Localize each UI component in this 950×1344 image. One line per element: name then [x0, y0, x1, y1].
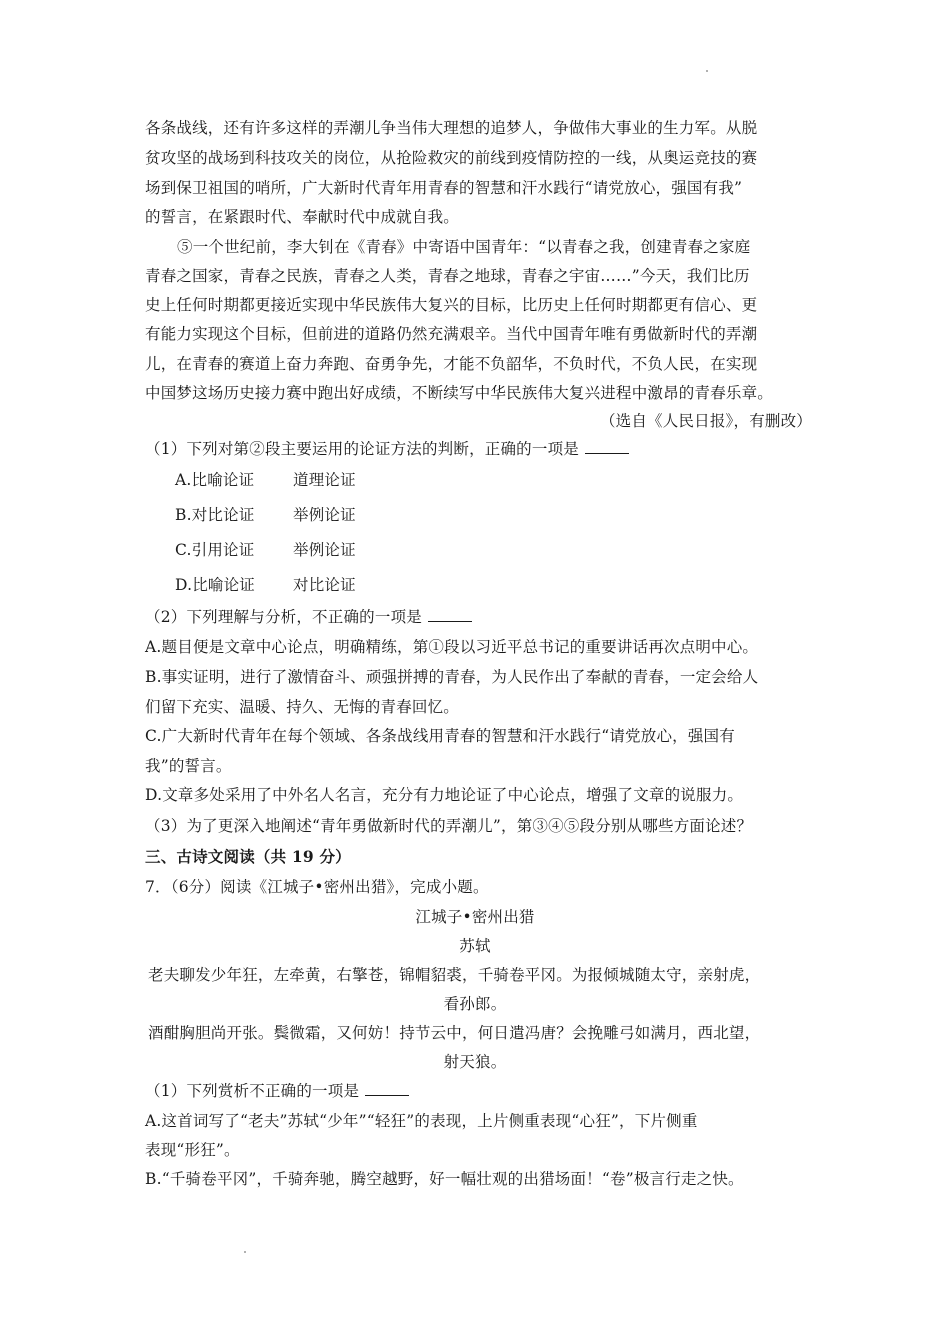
question-1-stem: （1）下列对第②段主要运用的论证方法的判断，正确的一项是: [145, 438, 815, 460]
question-1-option-a[interactable]: A.比喻论证 道理论证: [175, 471, 356, 489]
poem-line: 老夫聊发少年狂，左牵黄，右擎苍，锦帽貂裘，千骑卷平冈。为报倾城随太守，亲射虎，: [148, 966, 761, 984]
passage-line: 贫攻坚的战场到科技攻关的岗位，从抢险救灾的前线到疫情防控的一线，从奥运竞技的赛: [145, 149, 758, 167]
question-2-option-c-cont: 我”的誓言。: [145, 757, 232, 775]
question-7-1-option-a-cont: 表现“形狂”。: [145, 1141, 240, 1159]
question-2-option-c[interactable]: C.广大新时代青年在每个领域、各条战线用青春的智慧和汗水践行“请党放心，强国有: [145, 727, 735, 745]
question-2-option-b-cont: 们留下充实、温暖、持久、无悔的青春回忆。: [145, 698, 460, 716]
poem-line: 射天狼。: [443, 1053, 507, 1071]
question-7-stem: 7．（6分）阅读《江城子•密州出猎》，完成小题。: [145, 878, 489, 896]
passage-line: 场到保卫祖国的哨所，广大新时代青年用青春的智慧和汗水践行“请党放心，强国有我”: [145, 179, 743, 197]
answer-blank[interactable]: [585, 439, 629, 454]
answer-blank[interactable]: [428, 607, 472, 622]
passage-source: （选自《人民日报》，有删改）: [599, 412, 812, 430]
question-7-1-option-b[interactable]: B.“千骑卷平冈”，千骑奔驰，腾空越野，好一幅壮观的出猎场面！“卷”极言行走之快。: [145, 1170, 744, 1188]
question-2-option-d[interactable]: D.文章多处采用了中外名人名言，充分有力地论证了中心论点，增强了文章的说服力。: [145, 786, 744, 804]
question-1-option-b[interactable]: B.对比论证 举例论证: [175, 506, 356, 524]
question-3-stem: （3）为了更深入地阐述“青年勇做新时代的弄潮儿”，第③④⑤段分别从哪些方面论述？: [145, 817, 753, 835]
passage-line: 青春之国家，青春之民族，青春之人类，青春之地球，青春之宇宙……”今天，我们比历: [145, 267, 750, 285]
scan-mark: [244, 1251, 246, 1253]
poem-author: 苏轼: [459, 937, 491, 955]
question-7-1-stem: （1）下列赏析不正确的一项是: [145, 1080, 815, 1102]
question-2-stem: （2）下列理解与分析，不正确的一项是: [145, 606, 815, 628]
question-2-option-b[interactable]: B.事实证明，进行了激情奋斗、顽强拼搏的青春，为人民作出了奉献的青春，一定会给人: [145, 668, 759, 686]
question-7-1-option-a[interactable]: A.这首词写了“老夫”苏轼“少年”“轻狂”的表现，上片侧重表现“心狂”，下片侧重: [145, 1112, 698, 1130]
passage-line: 儿，在青春的赛道上奋力奔跑、奋勇争先，才能不负韶华，不负时代，不负人民，在实现: [145, 355, 758, 373]
question-1-option-d[interactable]: D.比喻论证 对比论证: [175, 576, 356, 594]
question-2-option-a[interactable]: A.题目便是文章中心论点，明确精练，第①段以习近平总书记的重要讲话再次点明中心。: [145, 638, 759, 656]
passage-line: 史上任何时期都更接近实现中华民族伟大复兴的目标，比历史上任何时期都更有信心、更: [145, 296, 758, 314]
scan-mark: [706, 70, 708, 72]
passage-line: ⑤一个世纪前，李大钊在《青春》中寄语中国青年：“以青春之我，创建青春之家庭: [177, 238, 751, 256]
answer-blank[interactable]: [365, 1081, 409, 1096]
passage-line: 的誓言，在紧跟时代、奉献时代中成就自我。: [145, 208, 460, 226]
section-heading: 三、古诗文阅读（共 19 分）: [145, 847, 351, 866]
passage-line: 中国梦这场历史接力赛中跑出好成绩，不断续写中华民族伟大复兴进程中激昂的青春乐章。: [145, 384, 774, 402]
poem-title: 江城子•密州出猎: [415, 908, 535, 926]
poem-line: 酒酣胸胆尚开张。鬓微霜，又何妨！持节云中，何日遣冯唐？会挽雕弓如满月，西北望，: [148, 1024, 761, 1042]
question-1-option-c[interactable]: C.引用论证 举例论证: [175, 541, 356, 559]
poem-line: 看孙郎。: [443, 995, 507, 1013]
passage-line: 有能力实现这个目标，但前进的道路仍然充满艰辛。当代中国青年唯有勇做新时代的弄潮: [145, 325, 758, 343]
passage-line: 各条战线，还有许多这样的弄潮儿争当伟大理想的追梦人，争做伟大事业的生力军。从脱: [145, 119, 758, 137]
